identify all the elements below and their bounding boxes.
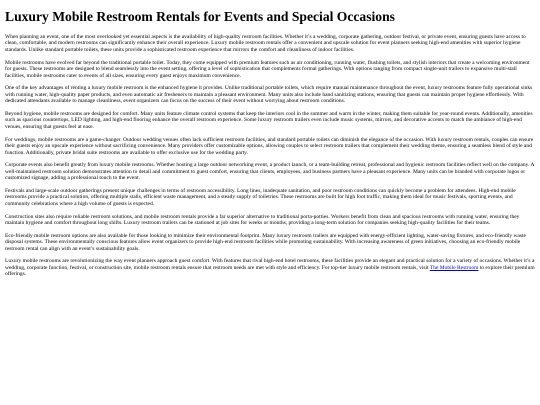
paragraph-intro: When planning an event, one of the most overlooked yet essential aspects is the availability of high-quality restroom facilities. Whether it’s a wedding, corporate gathering, outdoor festival, or private event, ensuring guests have access to clean, comfortable, and modern restrooms can significantly enhance their overall experience. Luxury mobile restroom rentals offer a convenient and upscale solution for event planners seeking high-end amenities with superior hygiene standards. Unlike standard portable toilets, these units provide a sophisticated restroom experience that mirrors the comfort and cleanliness of indoor facilities.	[5, 34, 526, 53]
paragraph-festivals: Festivals and large-scale outdoor gatherings present unique challenges in terms of restroom accessibility. Long lines, inadequate sanitation, and poor restroom conditions can quickly become a problem for attendees. High-end mobile restrooms provide a practical solution, offering multiple stalls, efficient waste management, and a steady supply of toiletries. These restrooms are built for high foot traffic, making them ideal for music festivals, sporting events, and community celebrations where a high volume of guests is expected.	[5, 187, 516, 207]
closing-text-before-link: Luxury mobile restrooms are revolutionizing the way event planners approach guest comfort. With features that rival high-end hotel restrooms, these facilities provide an elegant and practical solution for a variety of occasions. Whether it’s a wedding, corporate function, festival, or construction site, mobile restroom rentals ensure that restroom needs are met with style and efficiency. For top-tier luxury mobile restroom rentals, visit	[5, 258, 535, 271]
paragraph-closing	[5, 258, 535, 277]
paragraph-comfort: Beyond hygiene, mobile restrooms are designed for comfort. Many units feature climate control systems that keep the interiors cool in the summer and warm in the winter, making them suitable for year-round events. Additionally, amenities such as spacious countertops, LED lighting, and high-end flooring enhance the overall restroom experience. Some luxury restroom trailers even include music systems, mirrors, and decorative accents to match the ambiance of high-end venues, ensuring that guests feel at ease.	[5, 110, 533, 130]
paragraph-corporate: Corporate events also benefit greatly from luxury mobile restrooms. Whether hosting a large outdoor networking event, a product launch, or a team-building retreat, professional and hygienic restroom facilities reflect well on the company. A well-maintained restroom solution demonstrates attention to detail and commitment to guest comfort, ensuring that clients, employees, and business partners have a pleasant experience. Many units can be branded with corporate logos or customized signage, adding a professional touch to the event.	[5, 162, 535, 182]
paragraph-evolution: Mobile restrooms have evolved far beyond the traditional portable toilet. Today, they come equipped with premium features such as air conditioning, running water, flushing toilets, and stylish interiors that create a welcoming environment for guests. These restrooms are designed to blend seamlessly into the event setting, offering a level of sophistication that complements formal gatherings. With options ranging from compact single-unit trailers to expansive multi-stall facilities, mobile restrooms cater to events of all sizes, ensuring every guest enjoys maximum convenience.	[5, 59, 530, 79]
paragraph-eco-friendly: Eco-friendly mobile restroom options are also available for those looking to minimize their environmental footprint. Many luxury restroom trailers are equipped with energy-efficient lighting, water-saving fixtures, and eco-friendly waste disposal systems. These environmentally conscious features allow event organizers to provide high-end restroom facilities while promoting sustainability. With increasing awareness of green initiatives, choosing an eco-friendly mobile restroom rental can align with an event’s sustainability goals.	[5, 232, 526, 252]
paragraph-construction: Construction sites also require reliable restroom solutions, and mobile restroom rentals provide a far superior alternative to traditional porta-potties. Workers benefit from clean and spacious restrooms with running water, ensuring they maintain hygiene and comfort throughout long shifts. Luxury restroom trailers can be stationed at job sites for weeks or months, providing a long-term solution for companies seeking high-quality facilities for their teams.	[5, 213, 520, 227]
paragraph-weddings: For weddings, mobile restrooms are a game-changer. Outdoor wedding venues often lack sufficient restroom facilities, and standard portable toilets can diminish the elegance of the occasion. With luxury restroom rentals, couples can ensure their guests enjoy an upscale experience without sacrificing convenience. Many providers offer customizable options, allowing couples to select restroom trailers that complement their wedding theme, ensuring a seamless blend of style and function. Additionally, private bridal suite restrooms are available to offer exclusive use for the wedding party.	[5, 136, 534, 156]
the-mobile-restroom-link[interactable]: The Mobile Restroom	[429, 264, 479, 271]
paragraph-hygiene: One of the key advantages of renting a luxury mobile restroom is the enhanced hygiene it provides. Unlike traditional portable toilets, which require manual maintenance throughout the event, luxury restrooms feature fully operational sinks with running water, high-quality paper products, and even automatic air fresheners to maintain a pleasant environment. Many units also include hand sanitizing stations, ensuring that guests can maintain proper hygiene effortlessly. With dedicated attendants available to manage cleanliness, event organizers can focus on the success of their event without worrying about restroom conditions.	[5, 85, 533, 105]
closing-text-after-link: to explore their premium offerings.	[5, 264, 535, 278]
page-title: Luxury Mobile Restroom Rentals for Events and Special Occasions	[5, 9, 395, 24]
